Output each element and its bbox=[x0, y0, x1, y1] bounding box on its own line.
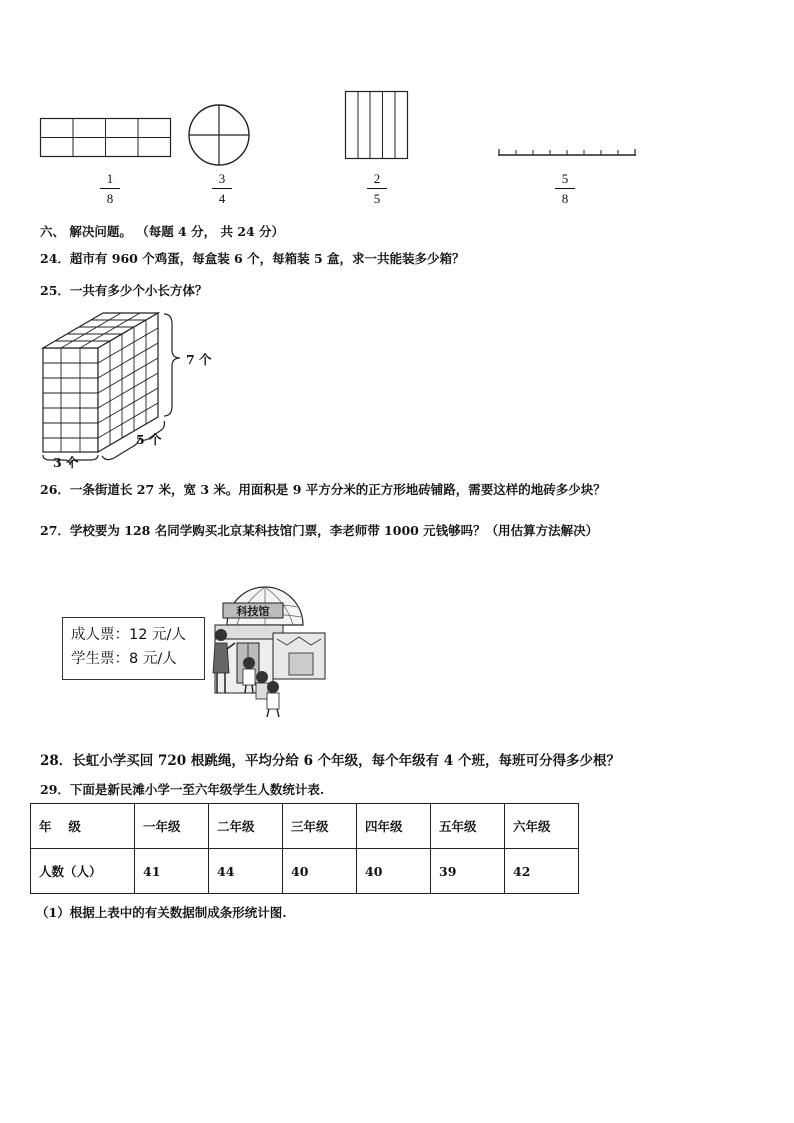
fraction-denominator: 5 bbox=[373, 191, 381, 206]
table-cell: 40 bbox=[357, 849, 431, 894]
table-row bbox=[31, 849, 579, 894]
section-6-title: 六、 解决问题。 （每题 4 分， 共 24 分） bbox=[40, 224, 285, 239]
table-header-row bbox=[31, 804, 579, 849]
fraction-denominator: 4 bbox=[218, 191, 226, 206]
fraction-numerator: 3 bbox=[218, 171, 226, 186]
cuboid-depth-label: 5 个 bbox=[136, 432, 162, 447]
question-28: 28．长虹小学买回 720 根跳绳，平均分给 6 个年级，每个年级有 4 个班，每班可分得多少根？ bbox=[40, 753, 620, 769]
fraction-numerator: 5 bbox=[561, 171, 569, 186]
table-cell: 42 bbox=[505, 849, 579, 894]
cuboid-height-label: 7 个 bbox=[186, 352, 212, 367]
question-25: 25．一共有多少个小长方体？ bbox=[40, 283, 208, 298]
table-header-cell: 四年级 bbox=[357, 804, 431, 849]
table-header-cell: 年 级 bbox=[31, 804, 135, 849]
fraction-label-4 bbox=[553, 170, 577, 207]
table-cell: 41 bbox=[135, 849, 209, 894]
question-29-sub-1: （1）根据上表中的有关数据制成条形统计图. bbox=[36, 905, 287, 920]
table-header-cell: 三年级 bbox=[283, 804, 357, 849]
question-29: 29．下面是新民滩小学一至六年级学生人数统计表. bbox=[40, 782, 325, 797]
number-line-eighths-figure bbox=[498, 146, 638, 158]
table-header-cell: 二年级 bbox=[209, 804, 283, 849]
science-museum-illustration bbox=[207, 573, 329, 721]
fraction-label-2 bbox=[210, 170, 234, 207]
fraction-numerator: 1 bbox=[106, 171, 114, 186]
fraction-label-3 bbox=[365, 170, 389, 207]
question-27: 27．学校要为 128 名同学购买北京某科技馆门票，李老师带 1000 元钱够吗？（用估算方法解决） bbox=[40, 523, 599, 538]
question-24: 24．超市有 960 个鸡蛋，每盒装 6 个，每箱装 5 盒，求一共能装多少箱？ bbox=[40, 251, 465, 266]
student-count-table bbox=[30, 803, 579, 894]
table-cell: 44 bbox=[209, 849, 283, 894]
table-row-label: 人数（人） bbox=[31, 849, 135, 894]
museum-sign-text: 科技馆 bbox=[236, 605, 270, 618]
table-cell: 40 bbox=[283, 849, 357, 894]
fraction-denominator: 8 bbox=[561, 191, 569, 206]
fraction-denominator: 8 bbox=[106, 191, 114, 206]
stacked-cuboid-figure bbox=[40, 310, 220, 470]
question-26: 26．一条街道长 27 米，宽 3 米。用面积是 9 平方分米的正方形地砖铺路，需要这样的地砖多少块？ bbox=[40, 482, 606, 497]
rectangle-fifths-figure bbox=[345, 91, 409, 161]
rectangle-eighths-figure bbox=[40, 118, 172, 158]
adult-ticket-price: 成人票：12 元/人 bbox=[71, 627, 186, 643]
table-cell: 39 bbox=[431, 849, 505, 894]
table-header-cell: 五年级 bbox=[431, 804, 505, 849]
cuboid-width-label: 3 个 bbox=[53, 455, 79, 470]
table-header-cell: 一年级 bbox=[135, 804, 209, 849]
circle-quarters-figure bbox=[187, 103, 251, 167]
student-ticket-price: 学生票：8 元/人 bbox=[71, 651, 177, 667]
table-header-cell: 六年级 bbox=[505, 804, 579, 849]
ticket-price-box bbox=[62, 617, 205, 680]
fraction-label-1 bbox=[98, 170, 122, 207]
fraction-numerator: 2 bbox=[373, 171, 381, 186]
